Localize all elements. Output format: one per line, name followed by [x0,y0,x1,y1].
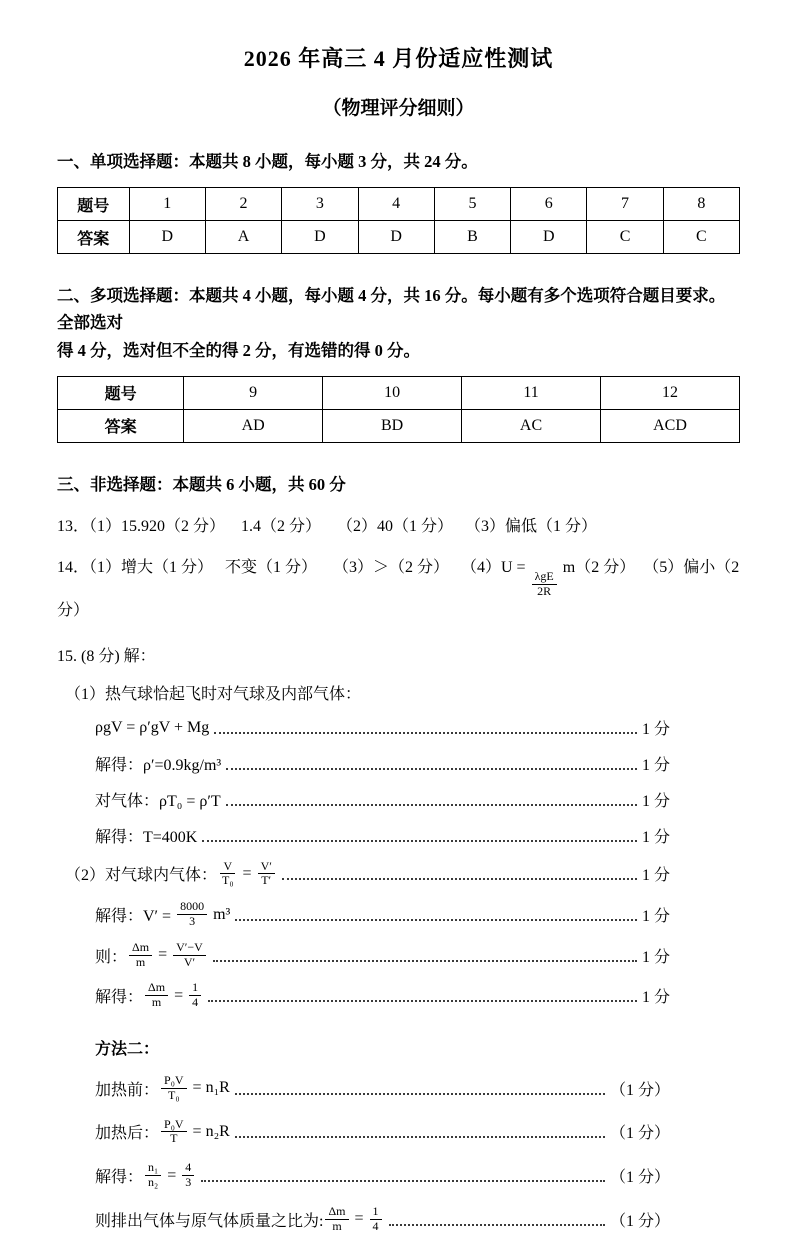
formula-text: m³ [209,905,231,923]
table-cell: AD [184,409,323,442]
fraction-numerator: P₀V [161,1118,187,1133]
fraction-denominator: T₀ [222,873,234,888]
fraction-numerator: V [220,860,235,875]
fraction-numerator: V′ [258,860,275,875]
fraction-numerator: Δm [325,1205,348,1220]
formula-line-4 [95,824,670,848]
formula-line-1 [95,716,670,740]
method2-line-4 [95,1205,670,1234]
fraction-denominator: V′ [183,954,196,969]
fraction-denominator: m [332,1218,342,1233]
formula-text: 加热后： [95,1125,160,1143]
fraction-denominator: 3 [185,1175,192,1190]
fraction-denominator: n₂ [148,1175,159,1190]
method-two-heading: 方法二： [95,1041,160,1059]
formula-text: （2）对气球内气体： [65,867,218,885]
table-cell: ACD [601,409,740,442]
dotted-leader [214,721,637,734]
fraction [219,860,237,889]
formula-line-2 [95,752,670,776]
section1-heading [57,148,740,175]
fraction [129,941,152,970]
q14-text-post: m（2 分） （5）偏小（2 分） [57,559,744,619]
fraction [177,900,207,929]
page-title: 2026 年高三 4 月份适应性测试 [243,46,554,71]
fraction [145,981,168,1010]
formula-line-6 [95,900,670,929]
page-subtitle: （物理评分细则） [322,98,475,119]
fraction [173,941,206,970]
table-cell: 10 [323,376,462,409]
score-label: （1 分） [609,1125,670,1143]
score-label: 1 分 [641,757,670,775]
formula-text: 解得：ρ′=0.9kg/m³ [95,757,222,775]
fraction-numerator: 1 [189,981,201,996]
q15-part1-intro: （1）热气球恰起飞时对气球及内部气体： [65,685,362,703]
formula-text: 则： [95,948,128,966]
fraction-denominator: T′ [261,873,272,888]
formula-text: 对气体：ρT₀ = ρ′T [95,793,221,811]
fraction [182,1161,194,1190]
table-cell: 1 [129,188,205,221]
section2-label: 二、多项选择题： [57,286,189,306]
score-label: 1 分 [641,948,670,966]
section3-desc: 本题共 6 小题，共 60 分 [172,474,346,494]
row-label: 答案 [58,409,184,442]
dotted-leader [235,908,637,921]
table-cell: A [205,221,281,254]
table-cell: 9 [184,376,323,409]
single-choice-answer-table [57,187,740,254]
section2-desc2: 得 4 分，选对但不全的得 2 分，有选错的得 0 分。 [57,340,420,360]
formula-text: 则排出气体与原气体质量之比为: [95,1212,324,1230]
fraction [161,1074,187,1103]
score-label: 1 分 [641,989,670,1007]
table-row-question-numbers [58,188,740,221]
formula-text: 解得：V′ = [95,908,176,926]
score-label: 1 分 [641,908,670,926]
method2-line-1 [95,1074,670,1103]
fraction [145,1161,161,1190]
fraction-numerator: 8000 [177,900,207,915]
fraction [370,1205,382,1234]
dotted-leader [213,949,637,962]
table-cell: 4 [358,188,434,221]
table-cell: 11 [462,376,601,409]
fraction-denominator: 4 [192,995,199,1010]
formula-text: ρgV = ρ′gV + Mg [95,718,210,736]
fraction-denominator: 3 [189,914,196,929]
score-label: 1 分 [641,793,670,811]
section3-label: 三、非选择题： [57,474,173,494]
table-cell: 12 [601,376,740,409]
formula-text: 加热前： [95,1081,160,1099]
table-cell: C [663,221,739,254]
score-label: 1 分 [641,867,670,885]
table-cell: 2 [205,188,281,221]
table-cell: 5 [434,188,510,221]
formula-text: 解得：T=400K [95,829,198,847]
formula-text: = [154,946,172,964]
method2-line-3 [95,1161,670,1190]
table-cell: C [587,221,663,254]
formula-text: = n₁R [188,1079,230,1097]
section2-heading [57,282,740,364]
table-cell: D [129,221,205,254]
formula-text: 解得： [95,989,144,1007]
table-row-answers [58,409,740,442]
dotted-leader [389,1213,605,1226]
table-cell: 6 [511,188,587,221]
multi-choice-answer-table [57,376,740,443]
fraction-numerator: 1 [370,1205,382,1220]
fraction-denominator: 4 [372,1218,379,1233]
fraction-denominator: T₀ [168,1087,180,1102]
formula-line-7 [95,941,670,970]
fraction-denominator: 2R [537,583,552,598]
fraction [325,1205,348,1234]
formula-text: = [170,986,188,1004]
fraction-numerator: 4 [182,1161,194,1176]
fraction [532,570,557,599]
fraction-denominator: m [151,995,162,1010]
dotted-leader [208,989,637,1002]
dotted-leader [282,867,637,880]
formula-text: = [238,864,256,882]
formula-text: = [350,1210,368,1228]
dotted-leader [235,1082,605,1095]
formula-text: = [163,1166,181,1184]
dotted-leader [235,1125,605,1138]
fraction-numerator: n₁ [145,1161,161,1176]
table-cell: D [282,221,358,254]
score-label: （1 分） [609,1212,670,1230]
fraction-denominator: T [170,1131,178,1146]
formula-line-3 [95,788,670,812]
score-label: （1 分） [609,1081,670,1099]
formula-text: 解得： [95,1169,144,1187]
section1-label: 一、单项选择题： [57,152,189,171]
formula-line-5 [65,860,670,889]
table-cell: 7 [587,188,663,221]
fraction-numerator: λgE [532,570,557,585]
row-label: 题号 [58,376,184,409]
fraction [258,860,275,889]
question-14-answer [57,556,744,623]
table-cell: 8 [663,188,739,221]
row-label: 题号 [58,188,130,221]
question-15-heading: 15. (8 分) 解： [57,647,156,665]
dotted-leader [226,757,637,770]
table-cell: 3 [282,188,358,221]
section3-heading [57,471,740,498]
fraction [189,981,201,1010]
table-row-question-numbers [58,376,740,409]
table-cell: D [511,221,587,254]
table-cell: AC [462,409,601,442]
table-cell: BD [323,409,462,442]
fraction-numerator: P₀V [161,1074,187,1089]
score-label: （1 分） [609,1169,670,1187]
fraction-numerator: Δm [129,941,152,956]
row-label: 答案 [58,221,130,254]
formula-text: = n₂R [188,1122,230,1140]
section1-desc: 本题共 8 小题，每小题 3 分，共 24 分。 [189,152,478,171]
table-cell: D [358,221,434,254]
dotted-leader [202,829,637,842]
table-cell: B [434,221,510,254]
formula-line-8 [95,981,670,1010]
dotted-leader [226,793,637,806]
fraction-numerator: Δm [145,981,168,996]
score-label: 1 分 [641,721,670,739]
fraction-numerator: V′−V [173,941,206,956]
question-13-answer: 13．（1）15.920（2 分） 1.4（2 分） （2）40（1 分） （3）偏低（1 分） [57,518,598,536]
section2-desc: 本题共 4 小题，每小题 4 分，共 16 分。每小题有多个选项符合题目要求。全部选对 [57,286,726,333]
score-label: 1 分 [641,829,670,847]
q14-text-pre: 14．（1）增大（1 分） 不变（1 分） （3）＞（2 分） （4）U = [57,559,530,577]
dotted-leader [201,1169,605,1182]
fraction-denominator: m [135,954,146,969]
table-row-answers [58,221,740,254]
